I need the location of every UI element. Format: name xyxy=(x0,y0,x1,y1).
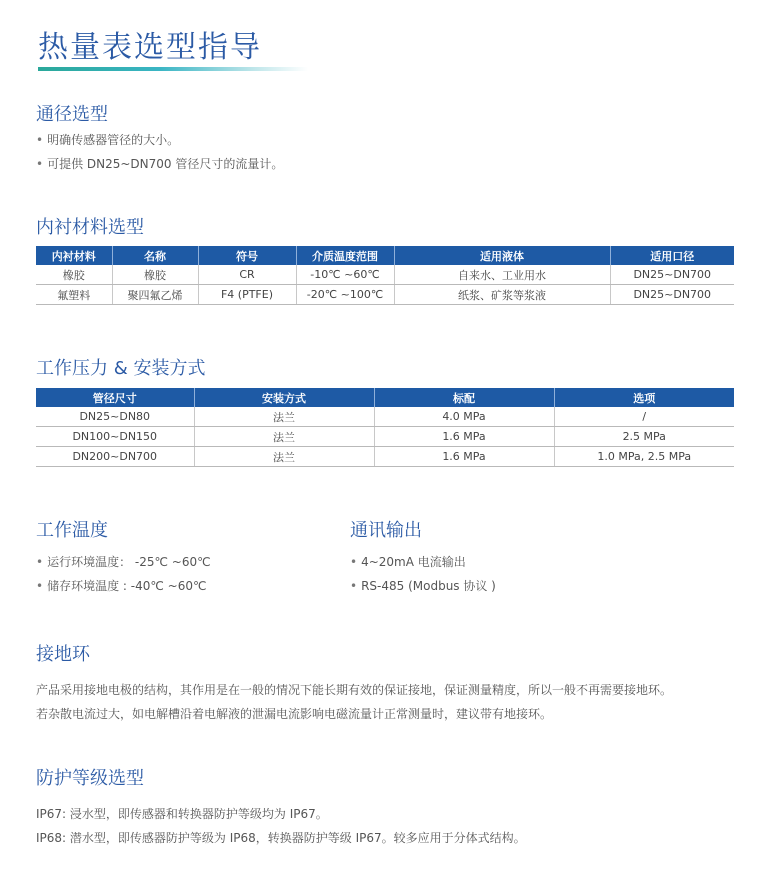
protection-text-line: IP67: 浸水型，即传感器和转换器防护等级均为 IP67。 xyxy=(36,807,328,821)
table-cell: 1.6 MPa xyxy=(374,447,554,467)
output-heading: 通讯输出 xyxy=(350,520,422,541)
bullet-dot: • xyxy=(350,555,358,569)
table-cell: DN25~DN80 xyxy=(36,407,194,427)
column-header: 名称 xyxy=(112,246,198,265)
table-row xyxy=(36,427,734,447)
pressure-table-header xyxy=(36,388,734,407)
table-cell: 4.0 MPa xyxy=(374,407,554,427)
column-header: 选项 xyxy=(554,388,734,407)
protection-text-line: IP68: 潜水型，即传感器防护等级为 IP68，转换器防护等级 IP67。较多应用于分体式结构。 xyxy=(36,831,526,845)
table-cell: DN25~DN700 xyxy=(610,285,734,305)
page-title: 热量表选型指导 xyxy=(38,30,262,65)
output-bullet xyxy=(350,553,466,570)
table-cell: DN200~DN700 xyxy=(36,447,194,467)
grounding-text-line: 若杂散电流过大，如电解槽沿着电解液的泄漏电流影响电磁流量计正常测量时，建议带有地接环。 xyxy=(36,707,553,721)
table-cell: 氟塑料 xyxy=(36,285,112,305)
temperature-bullet xyxy=(36,577,206,594)
table-row xyxy=(36,447,734,467)
table-cell: 2.5 MPa xyxy=(554,427,734,447)
column-header: 介质温度范围 xyxy=(296,246,394,265)
table-cell: 橡胶 xyxy=(36,265,112,285)
output-bullet xyxy=(350,577,496,594)
table-cell: -20℃ ~100℃ xyxy=(296,285,394,305)
column-header: 符号 xyxy=(198,246,296,265)
diameter-heading: 通径选型 xyxy=(36,104,108,125)
table-cell: F4 (PTFE) xyxy=(198,285,296,305)
table-row xyxy=(36,407,734,427)
lining-table xyxy=(36,246,734,305)
diameter-bullet xyxy=(36,131,179,148)
bullet-dot: • xyxy=(36,555,44,569)
grounding-text-line: 产品采用接地电极的结构，其作用是在一般的情况下能长期有效的保证接地，保证测量精度，所以一般不再需要接地环。 xyxy=(36,683,673,697)
bullet-text: 4~20mA 电流输出 xyxy=(361,555,466,569)
bullet-text: 运行环境温度： -25℃ ~60℃ xyxy=(47,555,211,569)
table-row xyxy=(36,265,734,285)
table-cell: DN25~DN700 xyxy=(610,265,734,285)
pressure-table xyxy=(36,388,734,467)
table-cell: 聚四氟乙烯 xyxy=(112,285,198,305)
bullet-text: 储存环境温度 : -40℃ ~60℃ xyxy=(47,579,207,593)
column-header: 内衬材料 xyxy=(36,246,112,265)
bullet-dot: • xyxy=(36,157,44,171)
title-underline xyxy=(38,67,308,71)
temperature-heading: 工作温度 xyxy=(36,520,108,541)
table-cell: 法兰 xyxy=(194,427,374,447)
column-header: 安装方式 xyxy=(194,388,374,407)
column-header: 标配 xyxy=(374,388,554,407)
table-cell: 1.0 MPa, 2.5 MPa xyxy=(554,447,734,467)
protection-heading: 防护等级选型 xyxy=(36,768,144,789)
column-header: 适用液体 xyxy=(394,246,610,265)
temperature-bullet xyxy=(36,553,211,570)
bullet-text: 明确传感器管径的大小。 xyxy=(47,133,180,147)
table-cell: -10℃ ~60℃ xyxy=(296,265,394,285)
table-cell: 法兰 xyxy=(194,447,374,467)
column-header: 适用口径 xyxy=(610,246,734,265)
lining-table-header xyxy=(36,246,734,265)
column-header: 管径尺寸 xyxy=(36,388,194,407)
bullet-text: 可提供 DN25~DN700 管径尺寸的流量计。 xyxy=(47,157,284,171)
lining-heading: 内衬材料选型 xyxy=(36,217,144,238)
table-cell: 法兰 xyxy=(194,407,374,427)
bullet-dot: • xyxy=(36,579,44,593)
table-cell: / xyxy=(554,407,734,427)
table-cell: 1.6 MPa xyxy=(374,427,554,447)
table-cell: 橡胶 xyxy=(112,265,198,285)
grounding-heading: 接地环 xyxy=(36,644,90,665)
pressure-heading: 工作压力 & 安装方式 xyxy=(36,358,206,379)
table-cell: DN100~DN150 xyxy=(36,427,194,447)
diameter-bullet xyxy=(36,155,283,172)
table-cell: 纸浆、矿浆等浆液 xyxy=(394,285,610,305)
table-row xyxy=(36,285,734,305)
bullet-dot: • xyxy=(36,133,44,147)
bullet-dot: • xyxy=(350,579,358,593)
table-cell: CR xyxy=(198,265,296,285)
table-cell: 自来水、工业用水 xyxy=(394,265,610,285)
bullet-text: RS-485 (Modbus 协议 ) xyxy=(361,579,496,593)
